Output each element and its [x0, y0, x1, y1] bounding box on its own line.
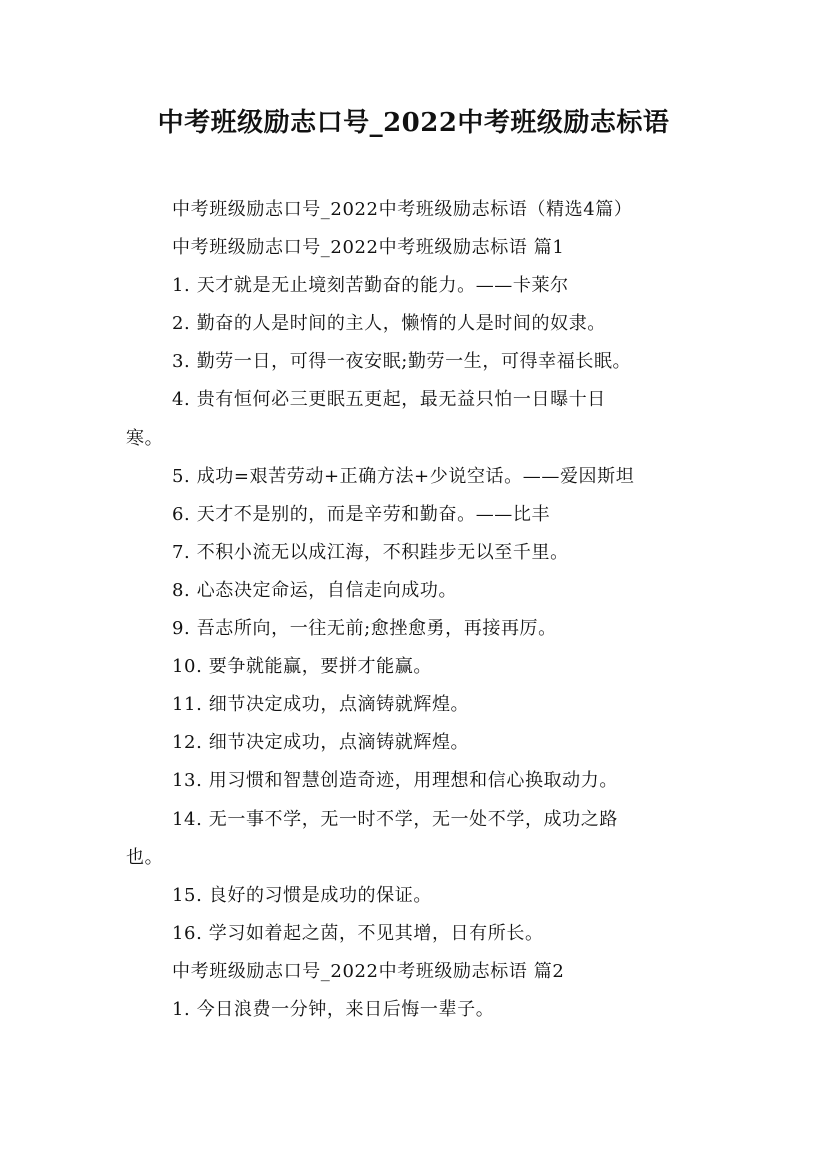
- paragraph-line: 15. 良好的习惯是成功的保证。: [172, 884, 432, 906]
- paragraph-line: 12. 细节决定成功，点滴铸就辉煌。: [172, 732, 470, 754]
- paragraph-line: 13. 用习惯和智慧创造奇迹，用理想和信心换取动力。: [172, 770, 618, 792]
- paragraph-line: 16. 学习如着起之茵，不见其增，日有所长。: [172, 922, 544, 944]
- paragraph-line: 14. 无一事不学，无一时不学，无一处不学，成功之路: [172, 808, 618, 830]
- paragraph-line: 中考班级励志口号_2022中考班级励志标语（精选4篇）: [172, 199, 633, 220]
- paragraph-line: 1. 今日浪费一分钟，来日后悔一辈子。: [172, 998, 495, 1020]
- paragraph-line: 中考班级励志口号_2022中考班级励志标语 篇1: [172, 237, 565, 259]
- paragraph-line: 1. 天才就是无止境刻苦勤奋的能力。——卡莱尔: [172, 275, 569, 297]
- paragraph-line: 7. 不积小流无以成江海，不积跬步无以至千里。: [172, 541, 569, 563]
- document-body: [126, 191, 726, 1029]
- paragraph-line: 11. 细节决定成功，点滴铸就辉煌。: [172, 694, 470, 716]
- paragraph-line: 10. 要争就能赢，要拼才能赢。: [172, 656, 432, 678]
- paragraph-line: 3. 勤劳一日，可得一夜安眠;勤劳一生，可得幸福长眠。: [172, 351, 632, 373]
- paragraph-line: 9. 吾志所向，一往无前;愈挫愈勇，再接再厉。: [172, 618, 557, 640]
- paragraph-line: 4. 贵有恒何必三更眠五更起，最无益只怕一日曝十日: [172, 389, 606, 411]
- page-title: 中考班级励志口号_2022中考班级励志标语: [157, 108, 670, 138]
- paragraph-line: 6. 天才不是别的，而是辛劳和勤奋。——比丰: [172, 503, 551, 525]
- paragraph-line: 8. 心态决定命运，自信走向成功。: [172, 579, 458, 601]
- paragraph-line: 寒。: [126, 427, 164, 449]
- paragraph-line: 也。: [126, 846, 164, 868]
- paragraph-line: 2. 勤奋的人是时间的主人，懒惰的人是时间的奴隶。: [172, 313, 606, 335]
- paragraph-line: 中考班级励志口号_2022中考班级励志标语 篇2: [172, 960, 565, 982]
- paragraph-line: 5. 成功=艰苦劳动+正确方法+少说空话。——爱因斯坦: [172, 465, 635, 487]
